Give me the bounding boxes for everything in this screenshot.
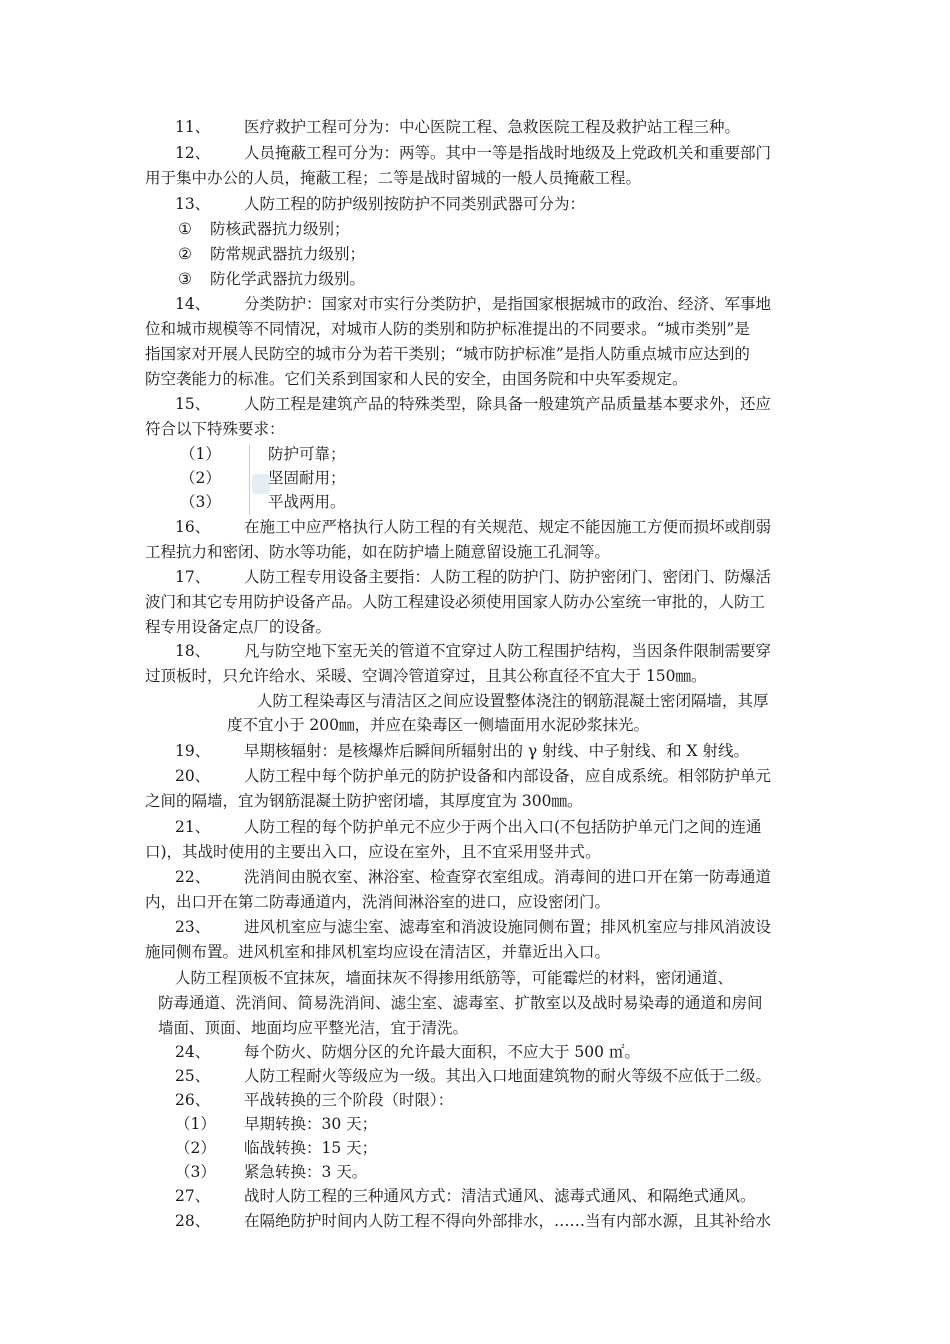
item-text: 人防工程中每个防护单元的防护设备和内部设备，应自成系统。相邻防护单元 <box>244 767 772 785</box>
item-continuation: 防空袭能力的标准。它们关系到国家和人民的安全，由国务院和中央军委规定。 <box>145 370 688 388</box>
item-continuation: 波门和其它专用防护设备产品。人防工程建设必须使用国家人防办公室统一审批的，人防工 <box>145 593 766 611</box>
item-text: 医疗救护工程可分为：中心医院工程、急救医院工程及救护站工程三种。 <box>244 118 741 136</box>
item-text: 人防工程耐火等级应为一级。其出入口地面建筑物的耐火等级不应低于二级。 <box>244 1067 772 1085</box>
item-text: 洗消间由脱衣室、淋浴室、检查穿衣室组成。消毒间的进口开在第一防毒通道 <box>244 868 772 886</box>
paragraph-text: 人防工程顶板不宜抹灰，墙面抹灰不得掺用纸筋等，可能霉烂的材料，密闭通道、 <box>175 969 734 987</box>
item-number: 26、 <box>175 1091 211 1109</box>
item-text: 防核武器抗力级别； <box>210 220 350 238</box>
paren-number: （3） <box>175 1163 216 1181</box>
item-number: 11、 <box>175 118 211 136</box>
item-text: 每个防火、防烟分区的允许最大面积，不应大于 500 ㎡。 <box>244 1043 640 1061</box>
item-number: 20、 <box>175 767 211 785</box>
item-text: 战时人防工程的三种通风方式：清洁式通风、滤毒式通风、和隔绝式通风。 <box>244 1187 756 1205</box>
item-text: 平战转换的三个阶段（时限）： <box>244 1091 454 1109</box>
circled-number: ③ <box>178 270 192 288</box>
item-number: 28、 <box>175 1212 211 1230</box>
item-text: 分类防护：国家对市实行分类防护，是指国家根据城市的政治、经济、军事地 <box>244 295 772 313</box>
item-number: 25、 <box>175 1067 211 1085</box>
item-number: 22、 <box>175 868 211 886</box>
item-text: 在隔绝防护时间内人防工程不得向外部排水，……当有内部水源，且其补给水 <box>244 1212 772 1230</box>
item-continuation: 位和城市规模等不同情况，对城市人防的类别和防护标准提出的不同要求。“城市类别”是 <box>145 320 750 338</box>
paren-number: （1） <box>175 1115 216 1133</box>
item-text: 人防工程专用设备主要指：人防工程的防护门、防护密闭门、密闭门、防爆活 <box>244 568 772 586</box>
item-number: 18、 <box>175 642 211 660</box>
paragraph-continuation: 度不宜小于 200㎜，并应在染毒区一侧墙面用水泥砂浆抹光。 <box>227 716 650 734</box>
item-number: 27、 <box>175 1187 211 1205</box>
paren-number: （1） <box>180 445 221 463</box>
item-text: 人员掩蔽工程可分为：两等。其中一等是指战时地级及上党政机关和重要部门 <box>244 144 772 162</box>
item-text: 防化学武器抗力级别。 <box>210 270 366 288</box>
item-number: 21、 <box>175 818 211 836</box>
item-text: 坚固耐用； <box>268 469 346 487</box>
item-number: 24、 <box>175 1043 211 1061</box>
item-number: 12、 <box>175 144 211 162</box>
item-continuation: 用于集中办公的人员，掩蔽工程；二等是战时留城的一般人员掩蔽工程。 <box>145 169 642 187</box>
item-text: 在施工中应严格执行人防工程的有关规范、规定不能因施工方便而损坏或削弱 <box>244 518 772 536</box>
item-text: 人防工程的防护级别按防护不同类别武器可分为： <box>244 195 586 213</box>
paragraph-continuation: 墙面、顶面、地面均应平整光洁，宜于清洗。 <box>158 1019 469 1037</box>
circled-number: ② <box>178 245 192 263</box>
item-number: 19、 <box>175 742 211 760</box>
item-number: 15、 <box>175 395 211 413</box>
item-continuation: 程专用设备定点厂的设备。 <box>145 618 332 636</box>
paragraph-continuation: 防毒通道、洗消间、简易洗消间、滤尘室、滤毒室、扩散室以及战时易染毒的通道和房间 <box>158 994 763 1012</box>
item-continuation: 指国家对开展人民防空的城市分为若干类别；“城市防护标准”是指人防重点城市应达到的 <box>145 345 750 363</box>
item-continuation: 口)，其战时使用的主要出入口，应设在室外，且不宜采用竖井式。 <box>145 843 601 861</box>
item-text: 早期核辐射：是核爆炸后瞬间所辐射出的 γ 射线、中子射线、和 X 射线。 <box>244 742 750 760</box>
cursor-line <box>249 445 250 515</box>
item-text: 凡与防空地下室无关的管道不宜穿过人防工程围护结构，当因条件限制需要穿 <box>244 642 772 660</box>
item-number: 13、 <box>175 195 211 213</box>
item-continuation: 施同侧布置。进风机室和排风机室均应设在清洁区，并靠近出入口。 <box>145 943 611 961</box>
item-text: 人防工程的每个防护单元不应少于两个出入口(不包括防护单元门之间的连通 <box>244 818 762 836</box>
item-text: 紧急转换：3 天。 <box>244 1163 368 1181</box>
item-continuation: 符合以下特殊要求： <box>145 420 285 438</box>
item-text: 防护可靠； <box>268 445 346 463</box>
item-continuation: 内，出口开在第二防毒通道内，洗消间淋浴室的进口，应设密闭门。 <box>145 893 611 911</box>
item-text: 人防工程是建筑产品的特殊类型，除具备一般建筑产品质量基本要求外，还应 <box>244 395 772 413</box>
item-text: 平战两用。 <box>268 493 346 511</box>
item-number: 17、 <box>175 568 211 586</box>
paren-number: （2） <box>180 469 221 487</box>
item-number: 14、 <box>175 295 211 313</box>
paragraph-text: 人防工程染毒区与清洁区之间应设置整体浇注的钢筋混凝土密闭隔墙，其厚 <box>257 692 769 710</box>
item-number: 16、 <box>175 518 211 536</box>
item-continuation: 之间的隔墙，宜为钢筋混凝土防护密闭墙，其厚度宜为 300㎜。 <box>145 792 583 810</box>
paren-number: （3） <box>180 493 221 511</box>
item-text: 防常规武器抗力级别； <box>210 245 366 263</box>
item-text: 早期转换：30 天； <box>244 1115 378 1133</box>
item-continuation: 工程抗力和密闭、防水等功能，如在防护墙上随意留设施工孔洞等。 <box>145 543 611 561</box>
item-text: 进风机室应与滤尘室、滤毒室和消波设施同侧布置；排风机室应与排风消波设 <box>244 918 772 936</box>
item-text: 临战转换：15 天； <box>244 1139 378 1157</box>
item-number: 23、 <box>175 918 211 936</box>
circled-number: ① <box>178 220 192 238</box>
item-continuation: 过顶板时，只允许给水、采暖、空调冷管道穿过，且其公称直径不宜大于 150㎜。 <box>145 667 707 685</box>
paren-number: （2） <box>175 1139 216 1157</box>
